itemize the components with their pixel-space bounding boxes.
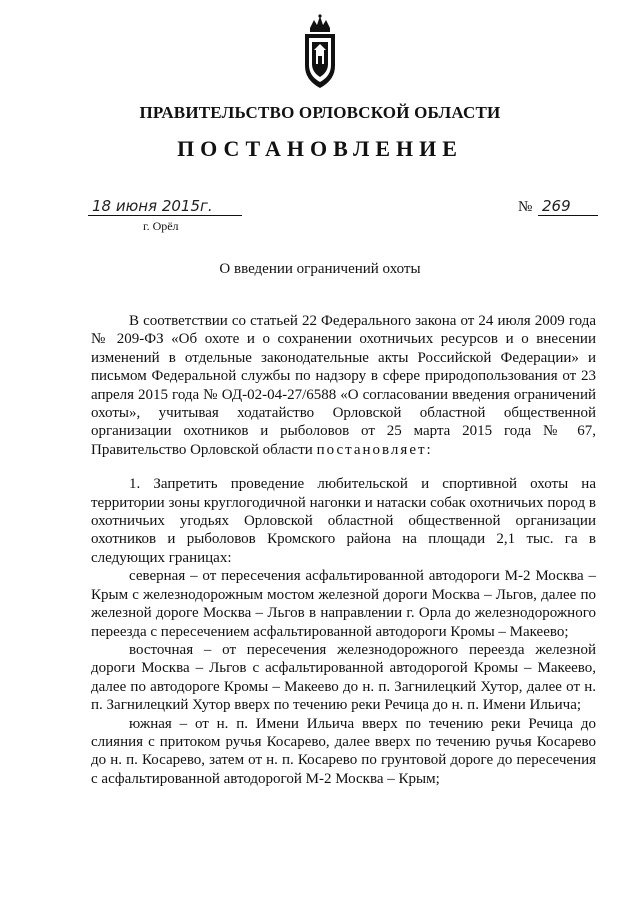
government-title: ПРАВИТЕЛЬСТВО ОРЛОВСКОЙ ОБЛАСТИ [139, 103, 501, 122]
item-1-paragraph: 1. Запретить проведение любительской и спортивной охоты на территории зоны круглогодичной нагонки и натаски собак охотничьих пород в охотничьих угодьях Орловской областной общественной организации охотников и рыболовов Кромского района на площади 2,1 тыс. га в следующих границах: [91, 476, 596, 566]
border-east-paragraph: восточная – от пересечения железнодорожного переезда железной дороги Москва – Льгов с асфальтированной автодорогой Кромы – Макеево, далее по автодороге Кромы – Макеево до н. п. Загнилецкий Хутор, далее от н. п. Загнилецкий Хутор вверх по течению реки Речица до н. п. Имени Ильича; [91, 641, 596, 714]
coat-of-arms-emblem [300, 14, 340, 92]
decree-subject: О введении ограничений охоты [219, 261, 421, 277]
preamble-text: В соответствии со статьей 22 Федерального закона от 24 июля 2009 года № 209-ФЗ «Об охоте и о сохранении охотничьих ресурсов и о внесении изменений в отдельные законодательные акты Российской Федерации» и письмом Федеральной службы по надзору в сфере природопользования от 23 апреля 2015 года № ОД-02-04-27/6588 «О согласовании введения ограничений охоты», учитывая ходатайство Орловской областной общественной организации охотников и рыболовов от 25 марта 2015 года № 67, Правительство Орловской области [91, 313, 596, 458]
border-north-paragraph: северная – от пересечения асфальтированной автодороги М-2 Москва – Крым с железнодорожным мостом железной дороги Москва – Льгов, далее по железной дороге Москва – Льгов в направлении г. Орла до железнодорожного переезда с пересечением асфальтированной автодороги Кромы – Макеево; [91, 568, 596, 640]
document-body [91, 312, 596, 788]
decree-number: 269 [538, 197, 598, 216]
preamble-paragraph [91, 312, 596, 459]
decree-date: 18 июня 2015г. [88, 197, 242, 216]
document-type-title: ПОСТАНОВЛЕНИЕ [177, 136, 463, 161]
paragraph-gap [91, 459, 596, 475]
city-label: г. Орёл [143, 219, 179, 233]
decree-number-label: № [518, 199, 533, 215]
border-south-paragraph: южная – от н. п. Имени Ильича вверх по течению реки Речица до слияния с притоком ручья Косарево, далее вверх по течению ручья Косарево до н. п. Косарево, затем от н. п. Косарево по грунтовой дороге до пересечения с асфальтированной автодорогой М-2 Москва – Крым; [91, 715, 596, 787]
resolves-word: постановляет: [316, 441, 433, 458]
